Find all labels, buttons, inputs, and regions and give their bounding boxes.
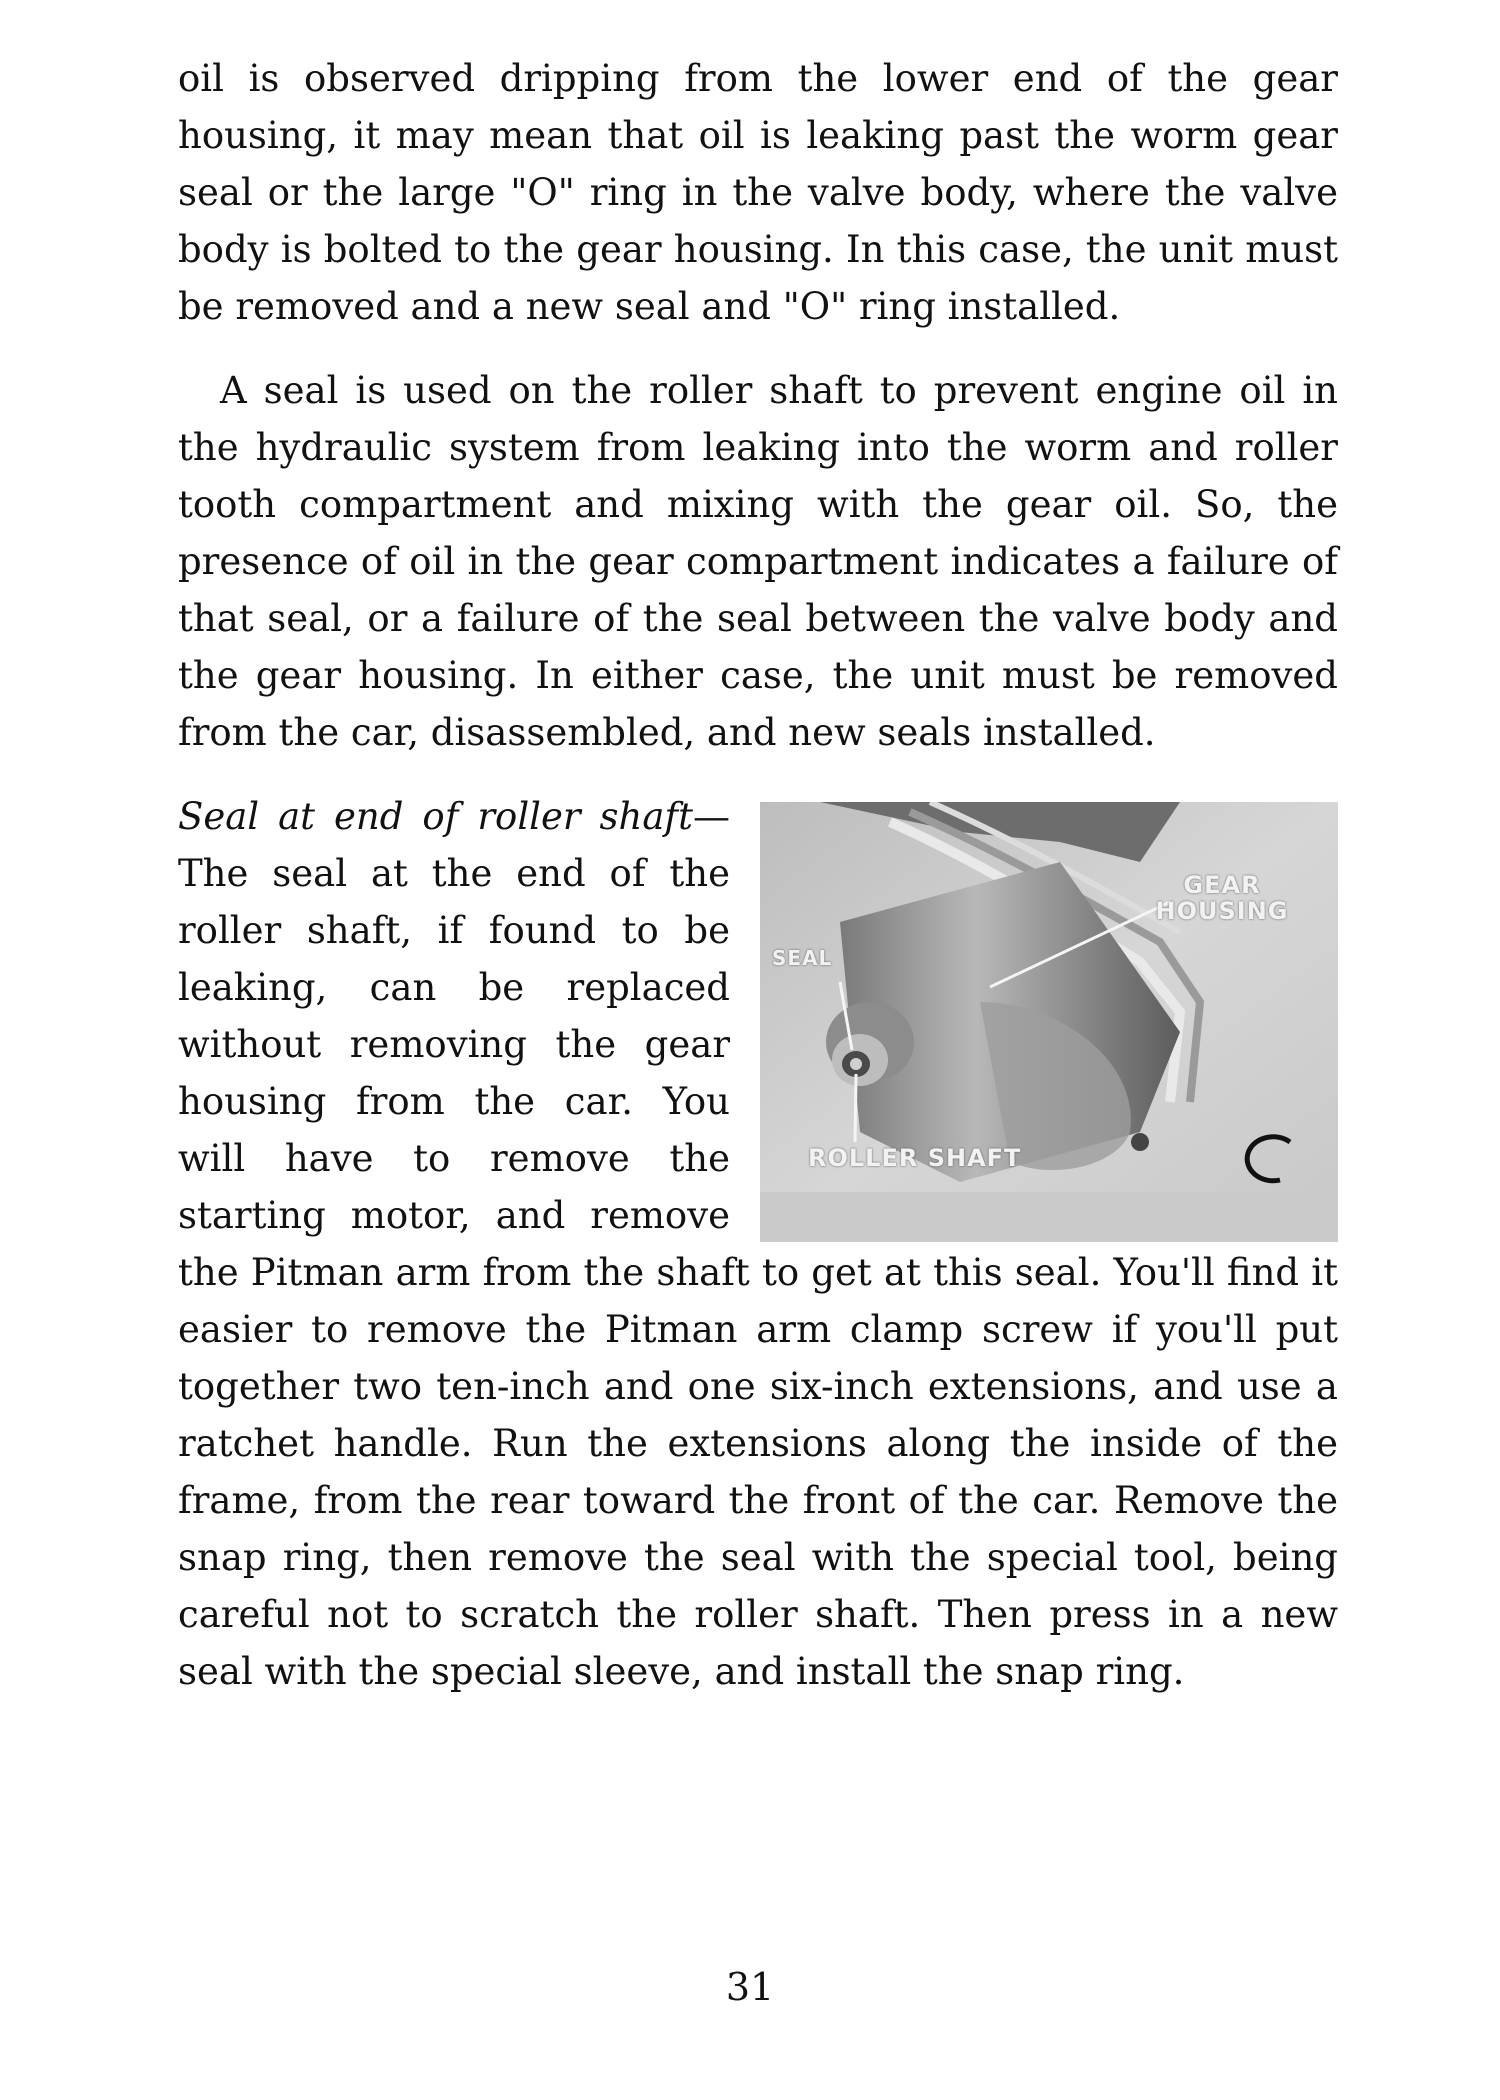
page-number: 31 [725, 1965, 775, 2009]
document-page [178, 50, 1338, 1700]
paragraph-seal-at-end [178, 788, 1338, 1700]
gear-housing-photo [760, 802, 1338, 1242]
paragraph-oil-dripping: oil is observed dripping from the lower end of the gear housing, it may mean that oil is leaking past the worm gear seal or the large "O" ring in the valve body, where the valve body is bolted to the gear housing. In this case, the unit must be removed and a new seal and "O" ring installed. [178, 57, 1338, 328]
paragraph-seal-body: The seal at the end of the roller shaft, if found to be leaking, can be replaced without removing the gear housing from the car. You will have to remove the starting motor, and remove the Pitman arm from the shaft to get at this seal. You'll find it easier to remove the Pitman arm clamp screw if you'll put together two ten-inch and one six-inch extensions, and use a ratchet handle. Run the extensions along the inside of the frame, from the rear toward the front of the car. Remove the snap ring, then remove the seal with the special tool, being careful not to scratch the roller shaft. Then press in a new seal with the special sleeve, and install the snap ring. [178, 852, 1338, 1693]
section-lead-in: Seal at end of roller shaft [178, 795, 693, 838]
label-gear-housing: GEAR HOUSING [1155, 871, 1289, 925]
paragraph-roller-shaft-seal: A seal is used on the roller shaft to prevent engine oil in the hydraulic system from leaking into the worm and roller tooth compartment and mixing with the gear oil. So, the presence of oil in the gear compartment indicates a failure of that seal, or a failure of the seal between the valve body and the gear housing. In either case, the unit must be removed from the car, disassembled, and new seals installed. [178, 369, 1338, 754]
em-dash: — [693, 795, 730, 838]
label-seal: SEAL [772, 946, 833, 970]
label-roller-shaft: ROLLER SHAFT [808, 1144, 1022, 1172]
